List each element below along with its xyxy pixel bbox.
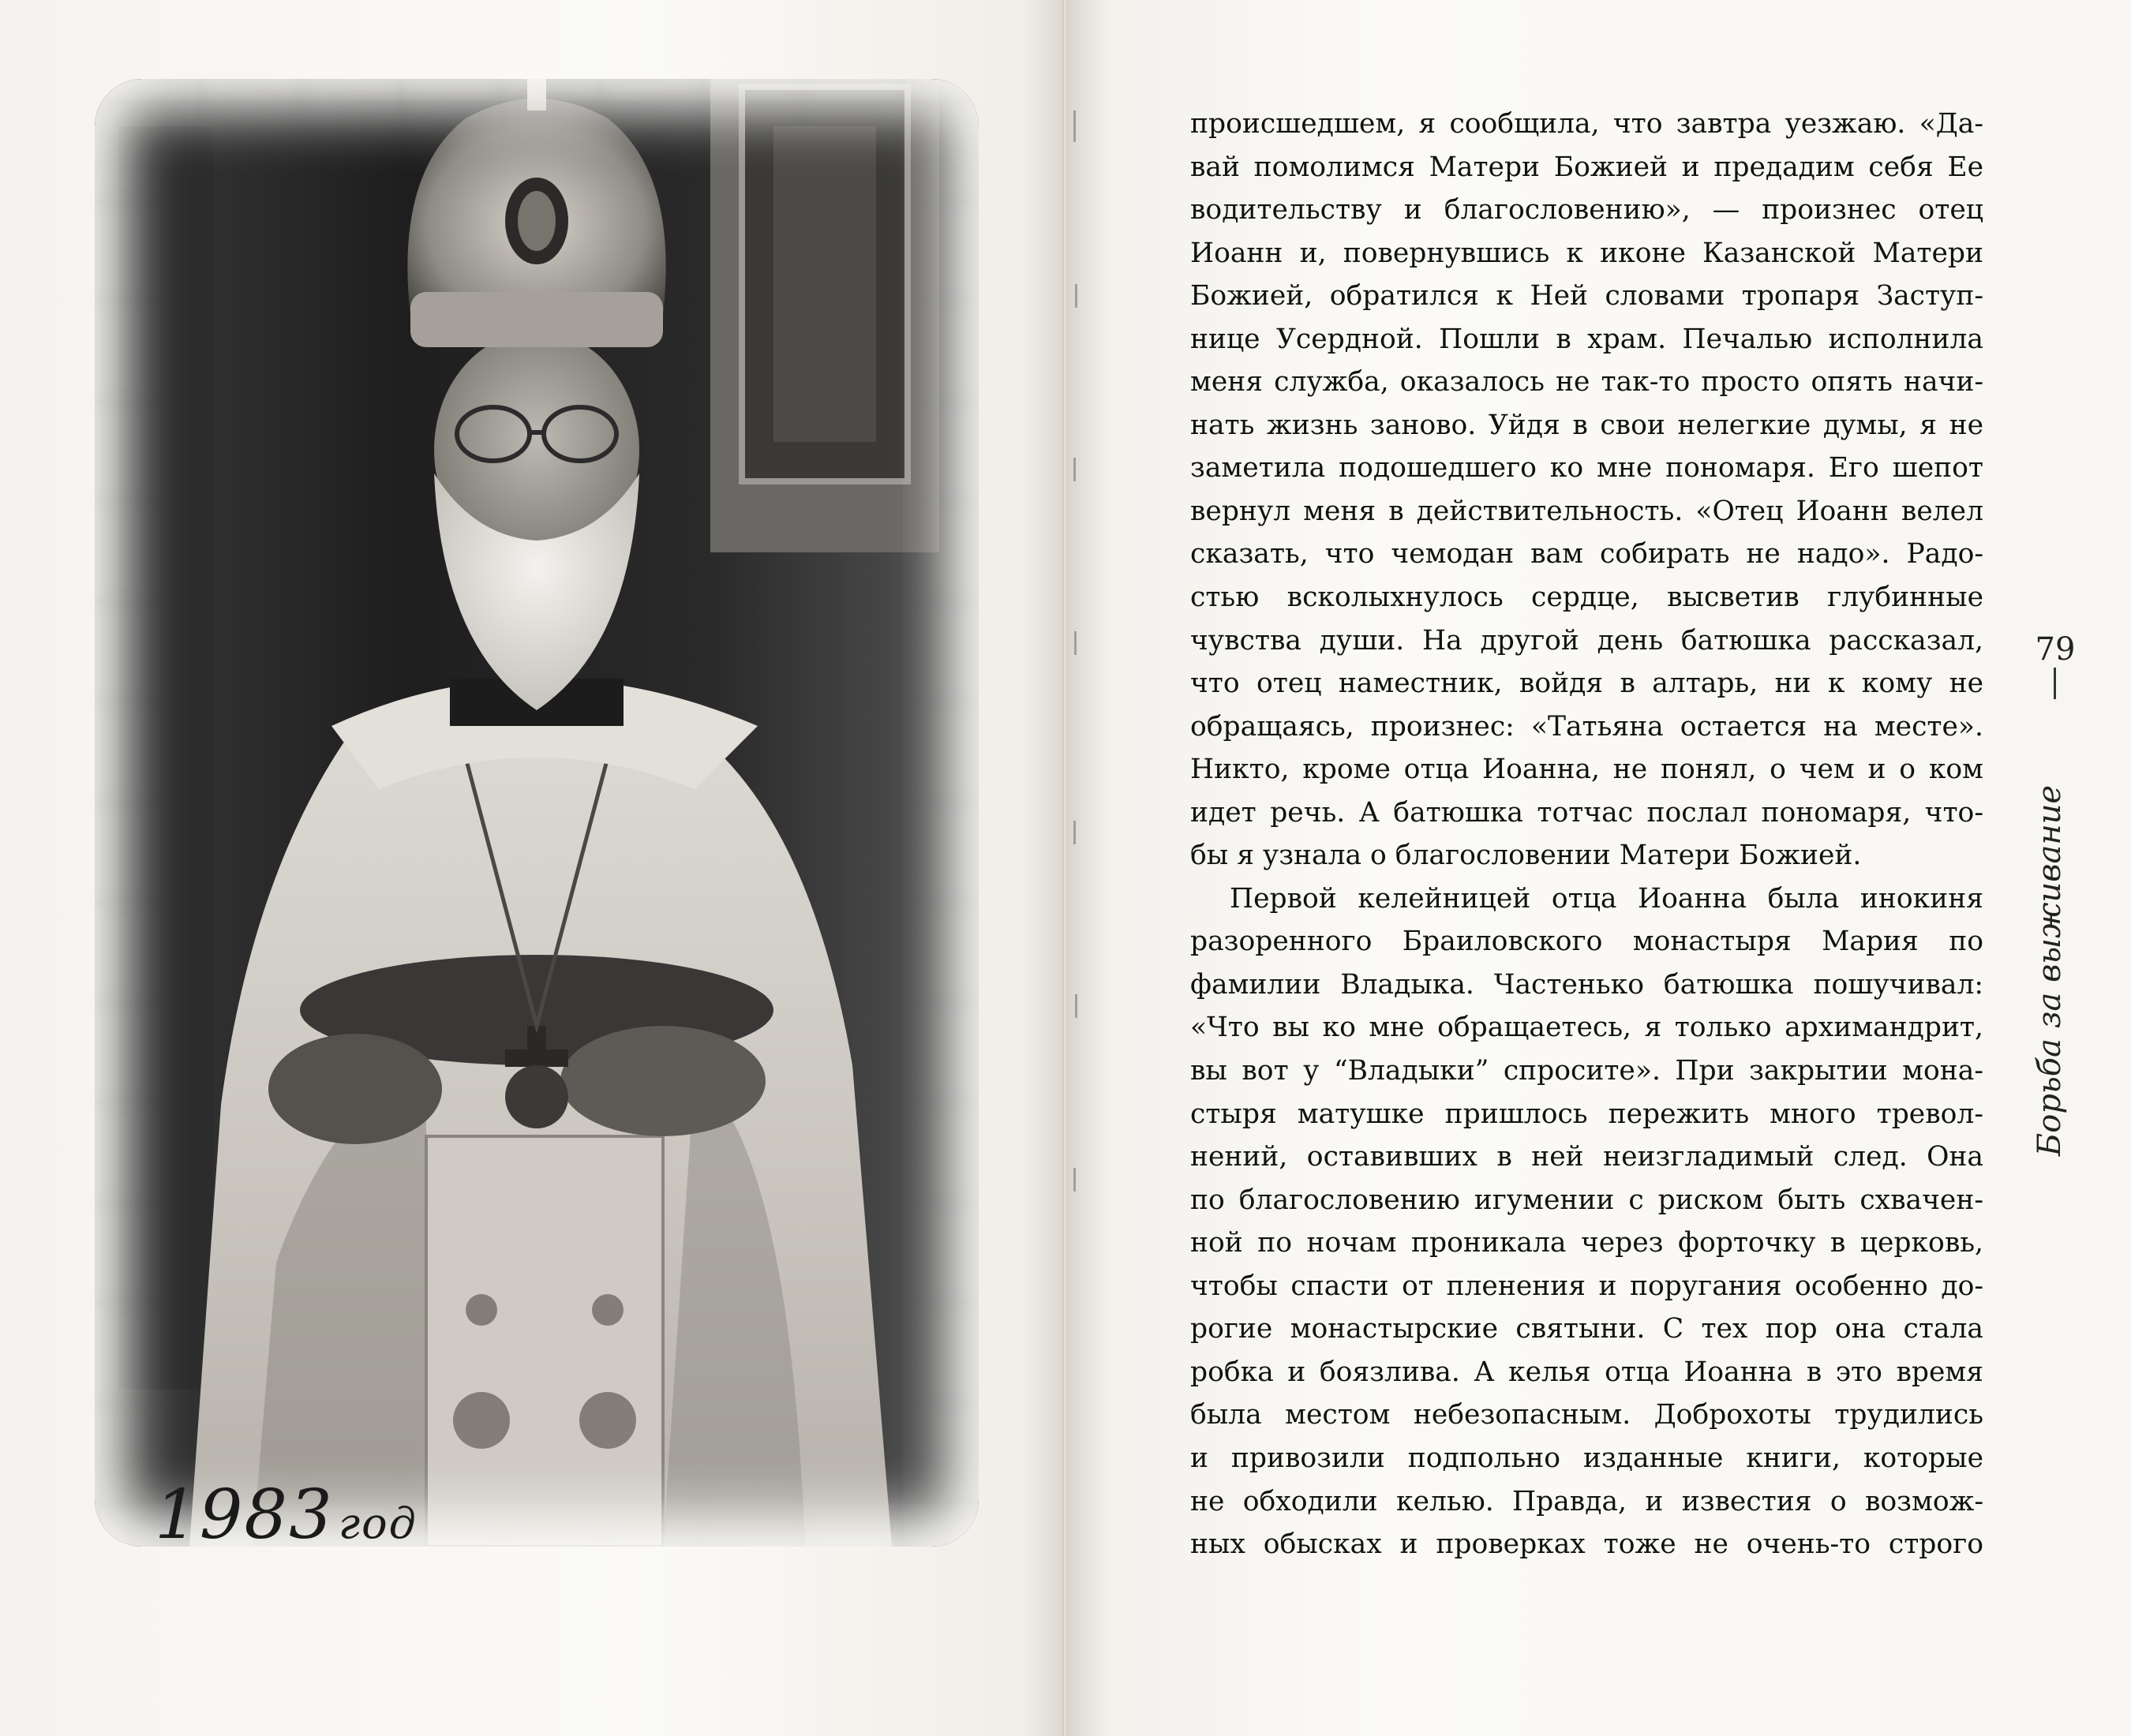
text-line: рогие монастырские святыни. С тех пор она стала [1190,1313,1983,1345]
text-line: не обходили келью. Правда, и известия о возмож- [1190,1485,1983,1517]
text-line: стыря матушке пришлось пережить много тревол- [1190,1098,1983,1130]
text-line: Божией, обратился к Ней словами тропаря Заступ- [1190,280,1983,312]
photo-caption [155,1476,418,1555]
text-line: робка и боязлива. А келья отца Иоанна в это время [1190,1356,1983,1388]
paragraph-2 [1190,877,1983,1566]
body-text [1190,103,1983,1566]
page-number: 79 [2035,631,2076,668]
text-line: нице Усердной. Пошли в храм. Печалью исполнила [1190,323,1983,355]
text-line: чувства души. На другой день батюшка рассказал, [1190,624,1983,657]
text-line: ных обысках и проверках тоже не очень-то строго [1190,1528,1983,1561]
text-line: вернул меня в действительность. «Отец Иоанн велел [1190,495,1983,527]
paragraph-1 [1190,103,1983,877]
text-line: сказать, что чемодан вам собирать не надо». Радо- [1190,538,1983,571]
text-line: что отец наместник, войдя в алтарь, ни к кому не [1190,668,1983,700]
text-line: обращаясь, произнес: «Татьяна остается на месте». [1190,710,1983,743]
text-line: по благословению игумении с риском быть схвачен- [1190,1184,1983,1216]
text-line: Иоанн и, повернувшись к иконе Казанской Матери [1190,237,1983,269]
text-line: идет речь. А батюшка тотчас послал пономаря, что- [1190,796,1983,829]
text-line: нать жизнь заново. Уйдя в свои нелегкие думы, я не [1190,409,1983,441]
text-line: фамилии Владыка. Частенько батюшка пошучивал: [1190,968,1983,1001]
text-line: водительству и благословению», — произнес отец [1190,194,1983,226]
text-line: происшедшем, я сообщила, что завтра уезжаю. «Да- [1190,108,1983,140]
text-line: меня служба, оказалось не так-то просто опять начи- [1190,366,1983,398]
running-head-title: Борьба за выживание [2032,784,2068,1157]
text-line: Никто, кроме отца Иоанна, не понял, о чем и о ком [1190,754,1983,786]
text-line: «Что вы ко мне обращаетесь, я только архимандрит, [1190,1012,1983,1044]
text-line: разоренного Браиловского монастыря Мария по [1190,926,1983,958]
text-line: бы я узнала о благословении Матери Божией. [1190,840,1862,872]
text-line: и привозили подпольно изданные книги, которые [1190,1442,1983,1474]
text-line: стью всколыхнулось сердце, высветив глубинные [1190,582,1983,614]
text-line: заметила подошедшего ко мне пономаря. Его шепот [1190,452,1983,485]
text-line: была местом небезопасным. Доброхоты трудились [1190,1399,1983,1431]
caption-year: 1983 [155,1476,334,1555]
text-line: ной по ночам проникала через форточку в церковь, [1190,1227,1983,1259]
portrait-image [95,79,979,1547]
portrait-photo [95,79,979,1547]
text-line: вы вот у “Владыки” спросите». При закрытии мона- [1190,1055,1983,1087]
text-line: нений, оставивших в ней неизгладимый след. Она [1190,1141,1983,1173]
text-line: Первой келейницей отца Иоанна была инокиня [1230,882,1983,915]
caption-unit: год [338,1498,418,1548]
text-line: чтобы спасти от пленения и поругания особенно до- [1190,1270,1983,1302]
running-head-rule [2054,668,2056,699]
text-line: вай помолимся Матери Божией и предадим себя Ее [1190,151,1983,183]
